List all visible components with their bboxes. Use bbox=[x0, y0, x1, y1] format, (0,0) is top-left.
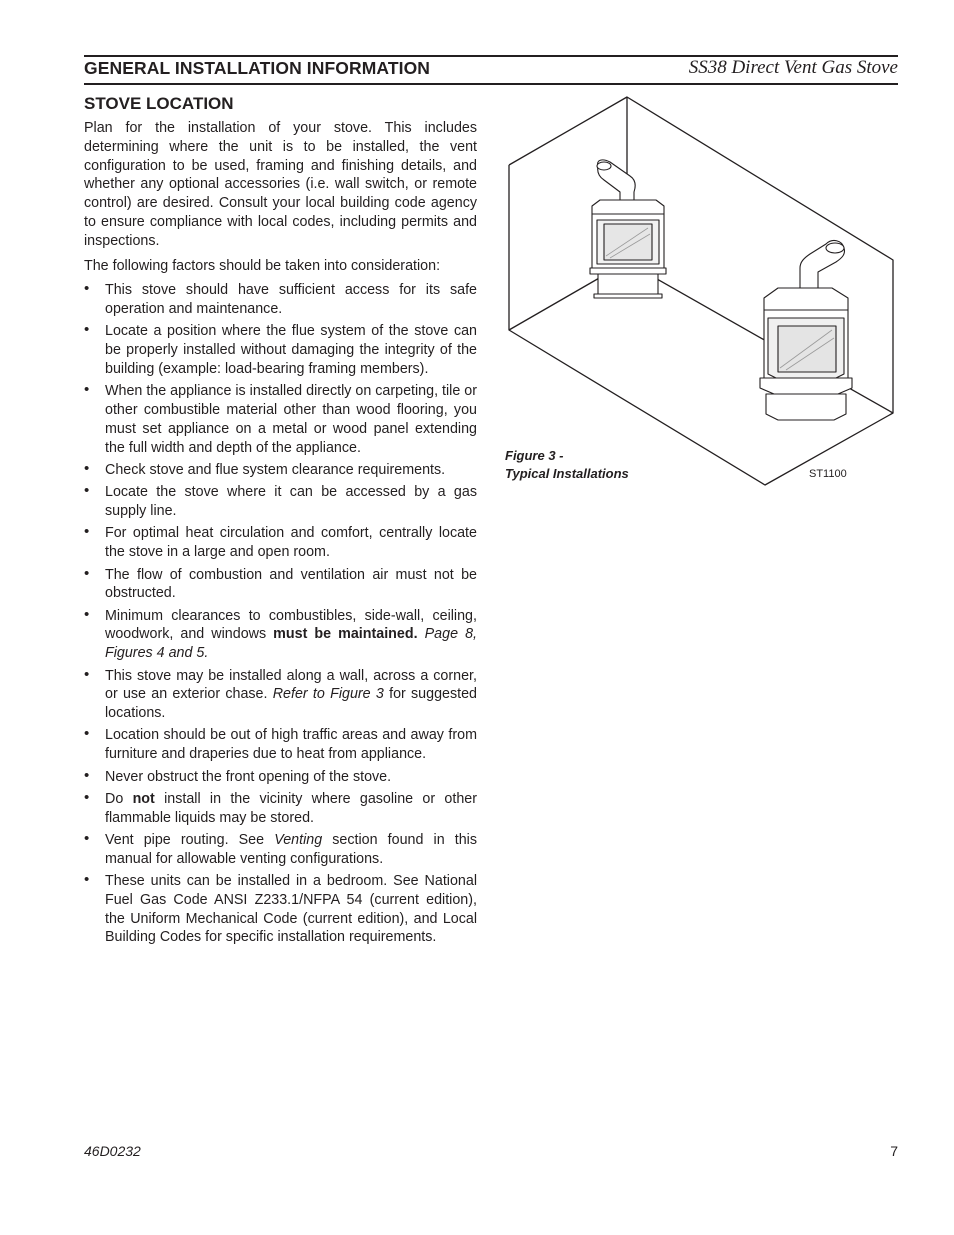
bullet-item bbox=[84, 872, 477, 947]
bullet-text: The flow of combustion and ventilation air must not be obstructed. bbox=[105, 566, 477, 602]
text-column bbox=[84, 119, 477, 951]
bullet-item bbox=[84, 726, 477, 764]
floor-edge-right bbox=[627, 262, 893, 413]
bullet-text bbox=[418, 626, 425, 642]
bullet-text: When the appliance is installed directly on carpeting, tile or other combustible material other than wood flooring, you must set appliance on a metal or wood panel extending the full width and depth of the appliance. bbox=[105, 383, 477, 456]
bullet-text: These units can be installed in a bedroom. See National Fuel Gas Code ANSI Z233.1/NFPA 54 (current edition), the Uniform Mechanical Code (current edition), and Local Building Codes for specific installation requirements. bbox=[105, 872, 477, 946]
bullet-item bbox=[84, 382, 477, 457]
bullet-text: for suggested locations. bbox=[105, 686, 478, 722]
typical-installations-figure bbox=[500, 92, 900, 492]
bullet-text: Venting bbox=[274, 831, 323, 848]
bullet-item bbox=[84, 461, 477, 480]
stove-corner bbox=[760, 241, 852, 420]
header-section-title: GENERAL INSTALLATION INFORMATION bbox=[84, 58, 431, 78]
bullet-item bbox=[84, 768, 477, 787]
bullet-text: Locate the stove where it can be accessed by a gas supply line. bbox=[105, 484, 477, 520]
bullet-item bbox=[84, 607, 477, 663]
bullet-text: must be maintained. bbox=[273, 626, 418, 643]
bullet-text: Location should be out of high traffic areas and away from furniture and draperies due to heat from appliance. bbox=[105, 727, 477, 763]
bullet-text: install in the vicinity where gasoline or other flammable liquids may be stored. bbox=[105, 790, 477, 826]
bullet-text: Page 8, Figures 4 and 5. bbox=[105, 626, 477, 662]
bullet-item bbox=[84, 524, 477, 562]
bullet-item bbox=[84, 281, 477, 319]
bullet-text: section found in this manual for allowable venting configurations. bbox=[105, 831, 478, 867]
bullet-text: Locate a position where the flue system of the stove can be properly installed without damaging the integrity of the building (example: load-bearing framing members). bbox=[105, 323, 477, 378]
footer-page-number: 7 bbox=[890, 1143, 898, 1159]
stove-back-wall bbox=[590, 160, 666, 298]
header-product-name: SS38 Direct Vent Gas Stove bbox=[688, 57, 898, 78]
figure-caption bbox=[505, 447, 629, 482]
header-rule-bottom bbox=[84, 83, 898, 85]
figure-caption-number: Figure 3 - bbox=[505, 448, 564, 463]
bullet-text: Vent pipe routing. See bbox=[105, 831, 275, 848]
bullet-text: This stove should have sufficient access for its safe operation and maintenance. bbox=[105, 282, 477, 318]
intro-paragraph: Plan for the installation of your stove. This includes determining where the unit is to be installed, the vent configuration to be used, framing and finishing details, and whether any optional accessories (i.e. wall switch, or remote control) are desired. Consult your local building code agency to ensure compliance with local codes, including permits and inspections. bbox=[84, 120, 477, 249]
footer-doc-number: 46D0232 bbox=[84, 1143, 141, 1159]
bullet-text: Minimum clearances to combustibles, side-wall, ceiling, woodwork, and windows bbox=[105, 607, 477, 643]
bullet-item bbox=[84, 667, 477, 723]
bullet-item bbox=[84, 322, 477, 378]
bullet-text: not bbox=[132, 790, 155, 807]
bullet-text: For optimal heat circulation and comfort, centrally locate the stove in a large and open room. bbox=[105, 525, 477, 561]
figure-caption-title: Typical Installations bbox=[505, 465, 629, 481]
bullet-text: Refer to Figure 3 bbox=[272, 686, 384, 703]
bullet-text: This stove may be installed along a wall, across a corner, or use an exterior chase. bbox=[105, 667, 477, 703]
intro-lead-in: The following factors should be taken into consideration: bbox=[84, 257, 441, 274]
figure-code: ST1100 bbox=[809, 468, 847, 480]
bullet-item bbox=[84, 566, 477, 604]
bullet-text: Never obstruct the front opening of the stove. bbox=[105, 768, 392, 785]
bullet-item bbox=[84, 483, 477, 521]
bullet-item bbox=[84, 790, 477, 828]
bullet-text: Do bbox=[105, 790, 133, 807]
bullet-text: Check stove and flue system clearance requirements. bbox=[105, 462, 446, 479]
considerations-list bbox=[84, 281, 477, 947]
section-title: STOVE LOCATION bbox=[84, 94, 234, 113]
bullet-item bbox=[84, 831, 477, 869]
